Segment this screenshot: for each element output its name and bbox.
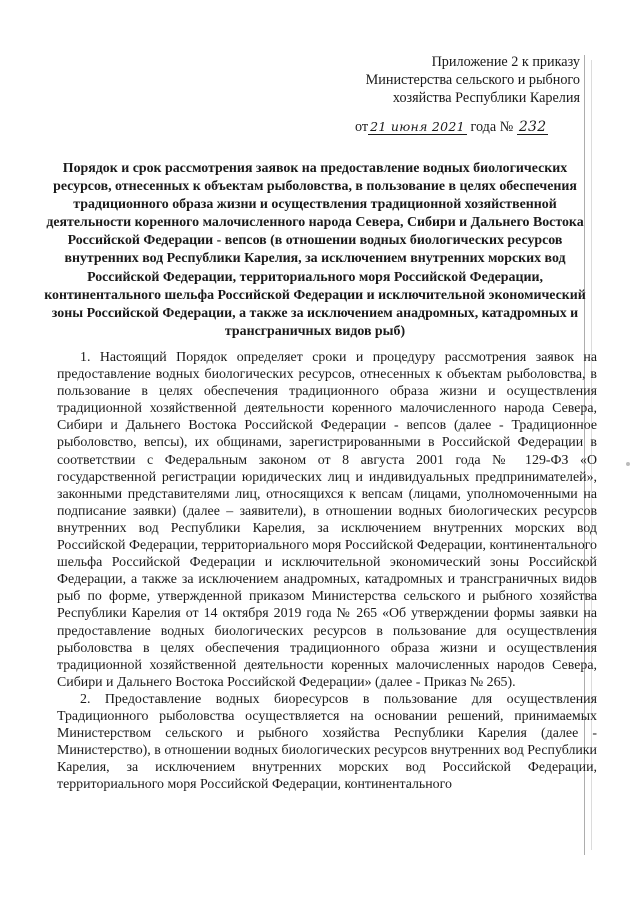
paragraph-2: 2. Предоставление водных биоресурсов в пользование для осуществления Традиционного рыболовства осуществляется на основании решений, принимаемых Министерством сельского и рыбного хозяйства Республики Карелия (далее - Министерство), в отношении водных биологических ресурсов внутренних вод Республики Карелия, за исключением внутренних морских вод Российской Федерации, территориального моря Российской Федерации, континентального xyxy=(57,691,597,793)
scan-speck xyxy=(626,462,630,466)
year-word: года xyxy=(470,119,497,135)
document-title: Порядок и срок рассмотрения заявок на предоставление водных биологических ресурсов, отнесенных к объектам рыболовства, в пользование в целях обеспечения традиционного образа жизни и осуществления традиционной хозяйственной деятельности коренного малочисленного народа Севера, Сибири и Дальнего Востока Российской Федерации - вепсов (в отношении водных биологических ресурсов внутренних вод Республики Карелия, за исключением внутренних морских вод Российской Федерации, территориального моря Российской Федерации, континентального шельфа Российской Федерации и исключительной экономический зоны Российской Федерации, а также за исключением анадромных, катадромных и трансграничных видов рыб) xyxy=(44,161,586,339)
appendix-line: хозяйства Республики Карелия xyxy=(392,89,580,106)
appendix-header xyxy=(330,54,580,107)
date-prefix: от xyxy=(355,119,369,135)
paragraph-1: 1. Настоящий Порядок определяет сроки и процедуру рассмотрения заявок на предоставление водных биологических ресурсов, отнесенных к объектам рыболовства, в пользование в целях обеспечения традиционного образа жизни и осуществления традиционной хозяйственной деятельности коренного малочисленного народа Севера, Сибири и Дальнего Востока Российской Федерации - вепсов (далее - Традиционное рыболовство, вепсы), их общинами, зарегистрированными в Российской Федерации в соответствии с Федеральным законом от 8 августа 2001 года № 129-ФЗ «О государственной регистрации юридических лиц и индивидуальных предпринимателей», законными представителями лиц, относящихся к вепсам (лицами, уполномоченными на подписание заявки) (далее – заявители), в отношении водных биологических ресурсов внутренних вод Республики Карелия, за исключением внутренних морских вод Российской Федерации, территориального моря Российской Федерации, континентального шельфа Российской Федерации и исключительной экономический зоны Российской Федерации, а также за исключением анадромных, катадромных и трансграничных видов рыб по форме, утвержденной приказом Министерства сельского и рыбного хозяйства Республики Карелия от 14 октября 2019 года № 265 «Об утверждении формы заявки на предоставление водных биологических ресурсов в пользование для осуществления рыболовства в целях обеспечения традиционного образа жизни и осуществления традиционной хозяйственной деятельности коренных малочисленных народов Севера, Сибири и Дальнего Востока Российской Федерации» (далее - Приказ № 265). xyxy=(57,350,597,690)
handwritten-date: 21 июня 2021 xyxy=(370,119,465,134)
appendix-line: Министерства сельского и рыбного xyxy=(365,71,580,88)
appendix-line: Приложение 2 к приказу xyxy=(431,54,580,70)
order-date-line xyxy=(355,118,595,136)
number-sign: № xyxy=(499,119,514,135)
document-body xyxy=(57,349,597,793)
handwritten-order-number: 232 xyxy=(518,119,547,135)
